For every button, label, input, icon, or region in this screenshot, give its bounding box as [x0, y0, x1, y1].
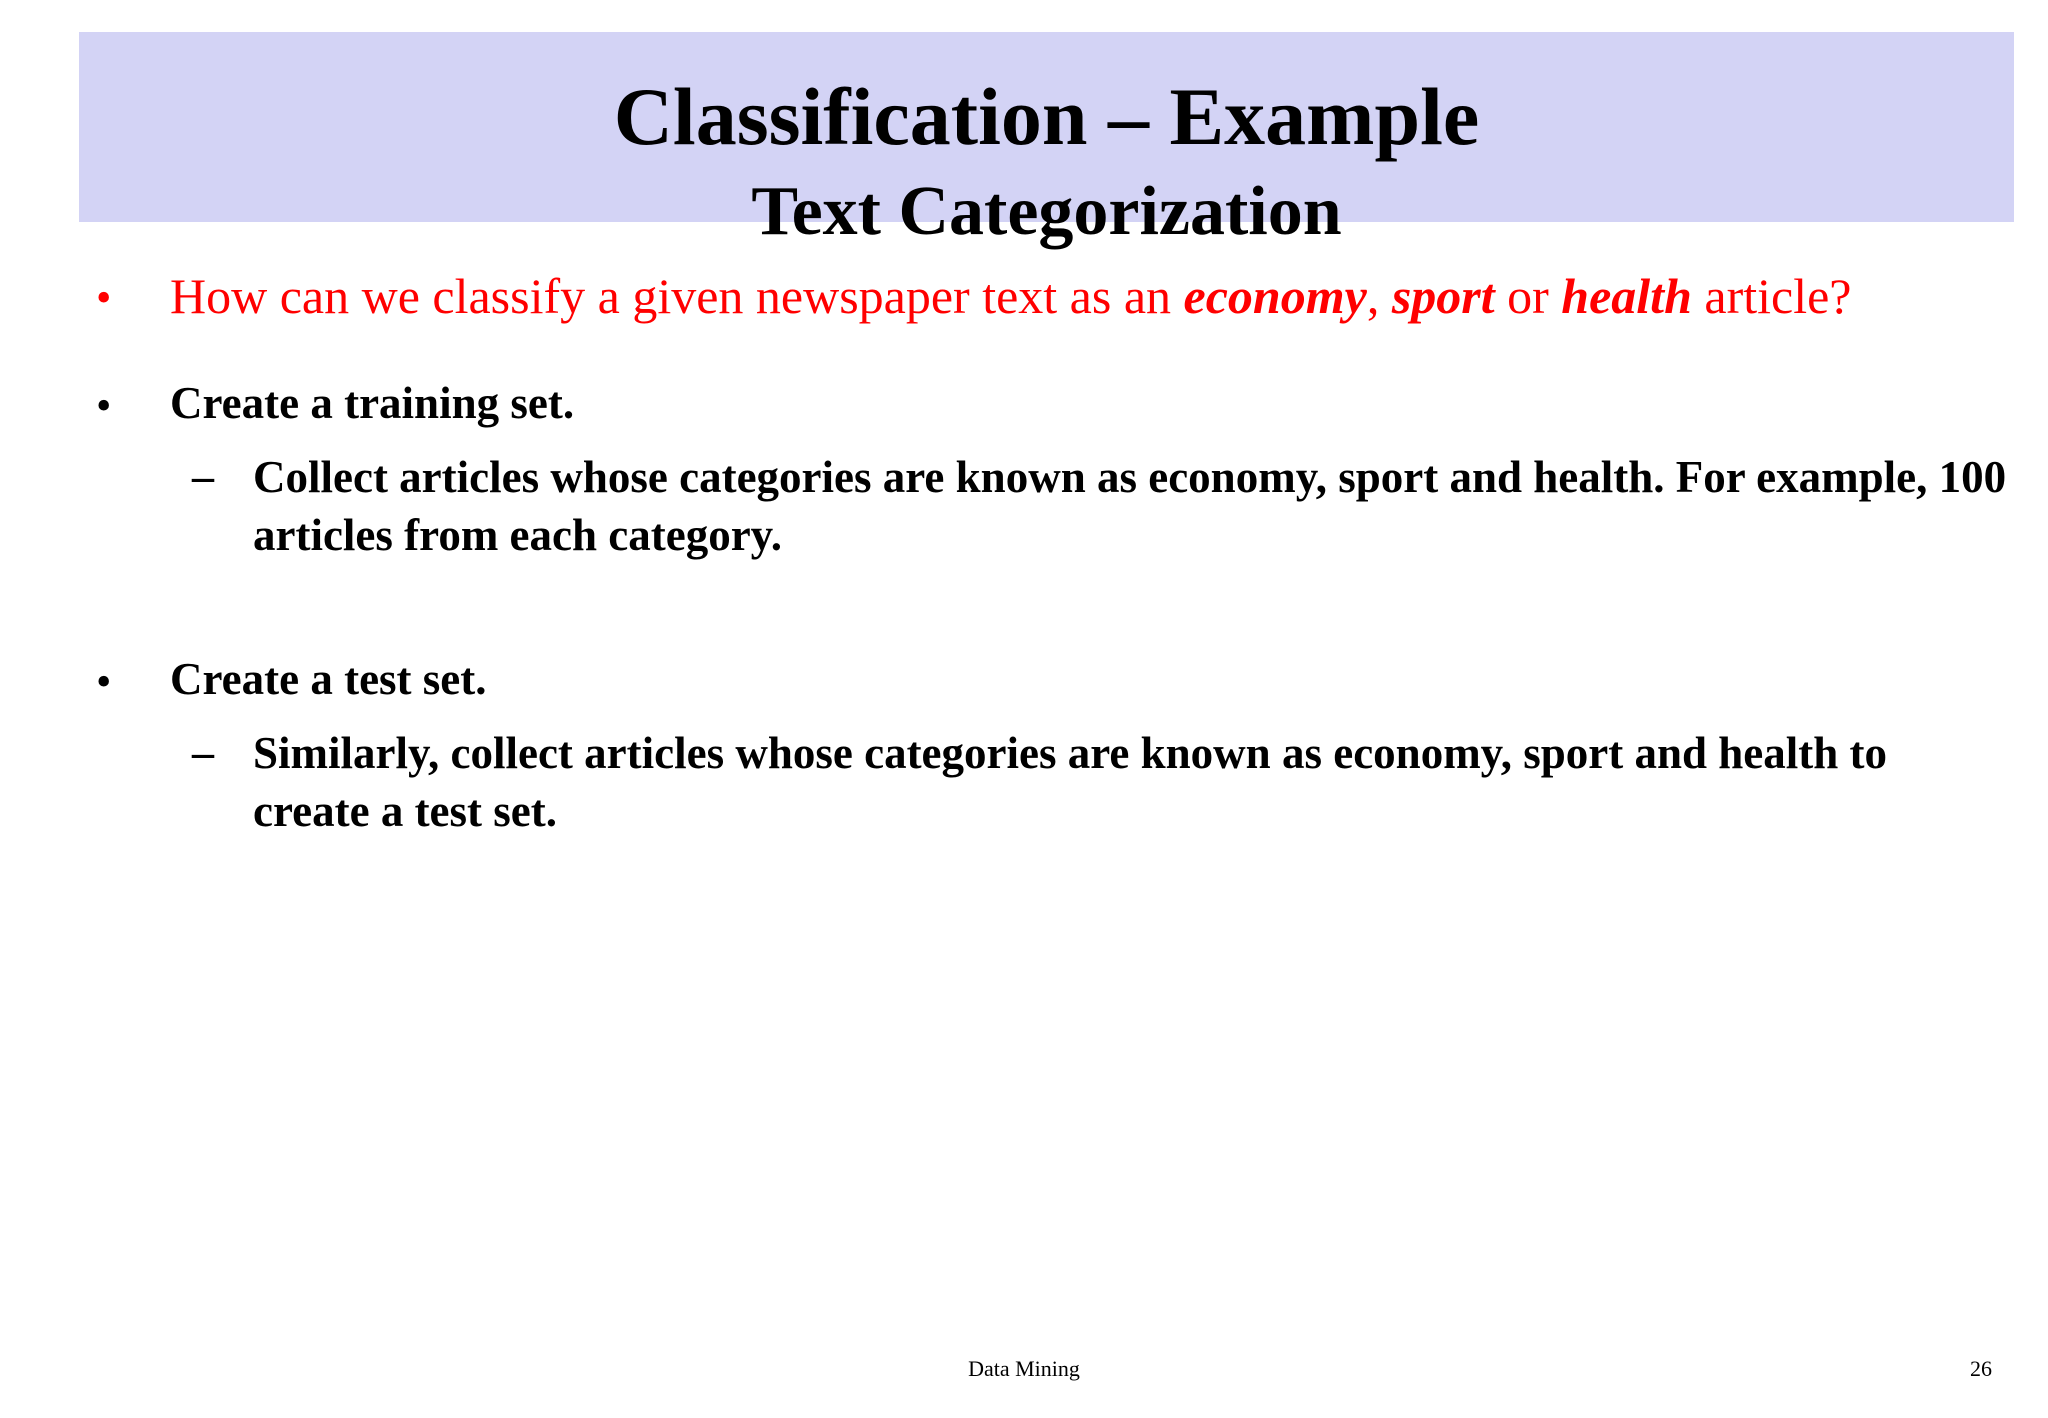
bullet-training-set: Create a training set.	[170, 378, 575, 428]
question-text	[170, 266, 1851, 326]
slide-subtitle: Text Categorization	[751, 173, 1342, 250]
question-part: ,	[1366, 268, 1392, 324]
bullet-dot: •	[96, 657, 112, 706]
question-part: or	[1494, 268, 1562, 324]
question-emphasis-economy: economy	[1183, 268, 1367, 324]
question-part: How can we classify a given newspaper text as an	[170, 268, 1184, 324]
footer-page-number: 26	[1970, 1356, 1992, 1381]
bullet-dot: •	[96, 273, 112, 322]
bullet-test-set: Create a test set.	[170, 654, 487, 704]
bullet-dot: •	[96, 381, 112, 430]
sub-bullet-test-detail: Similarly, collect articles whose categories are known as economy, sport and health to create a test set.	[253, 728, 1887, 836]
sub-bullet-dash: –	[192, 728, 214, 777]
slide-title: Classification – Example	[613, 71, 1480, 162]
footer-course-name: Data Mining	[968, 1356, 1080, 1381]
sub-bullet-training-detail: Collect articles whose categories are known as economy, sport and health. For example, 100 articles from each category.	[253, 452, 2007, 560]
question-emphasis-health: health	[1561, 268, 1692, 324]
title-band	[79, 32, 2014, 250]
question-part: article?	[1691, 268, 1852, 324]
question-emphasis-sport: sport	[1391, 268, 1495, 324]
sub-bullet-dash: –	[192, 452, 214, 501]
